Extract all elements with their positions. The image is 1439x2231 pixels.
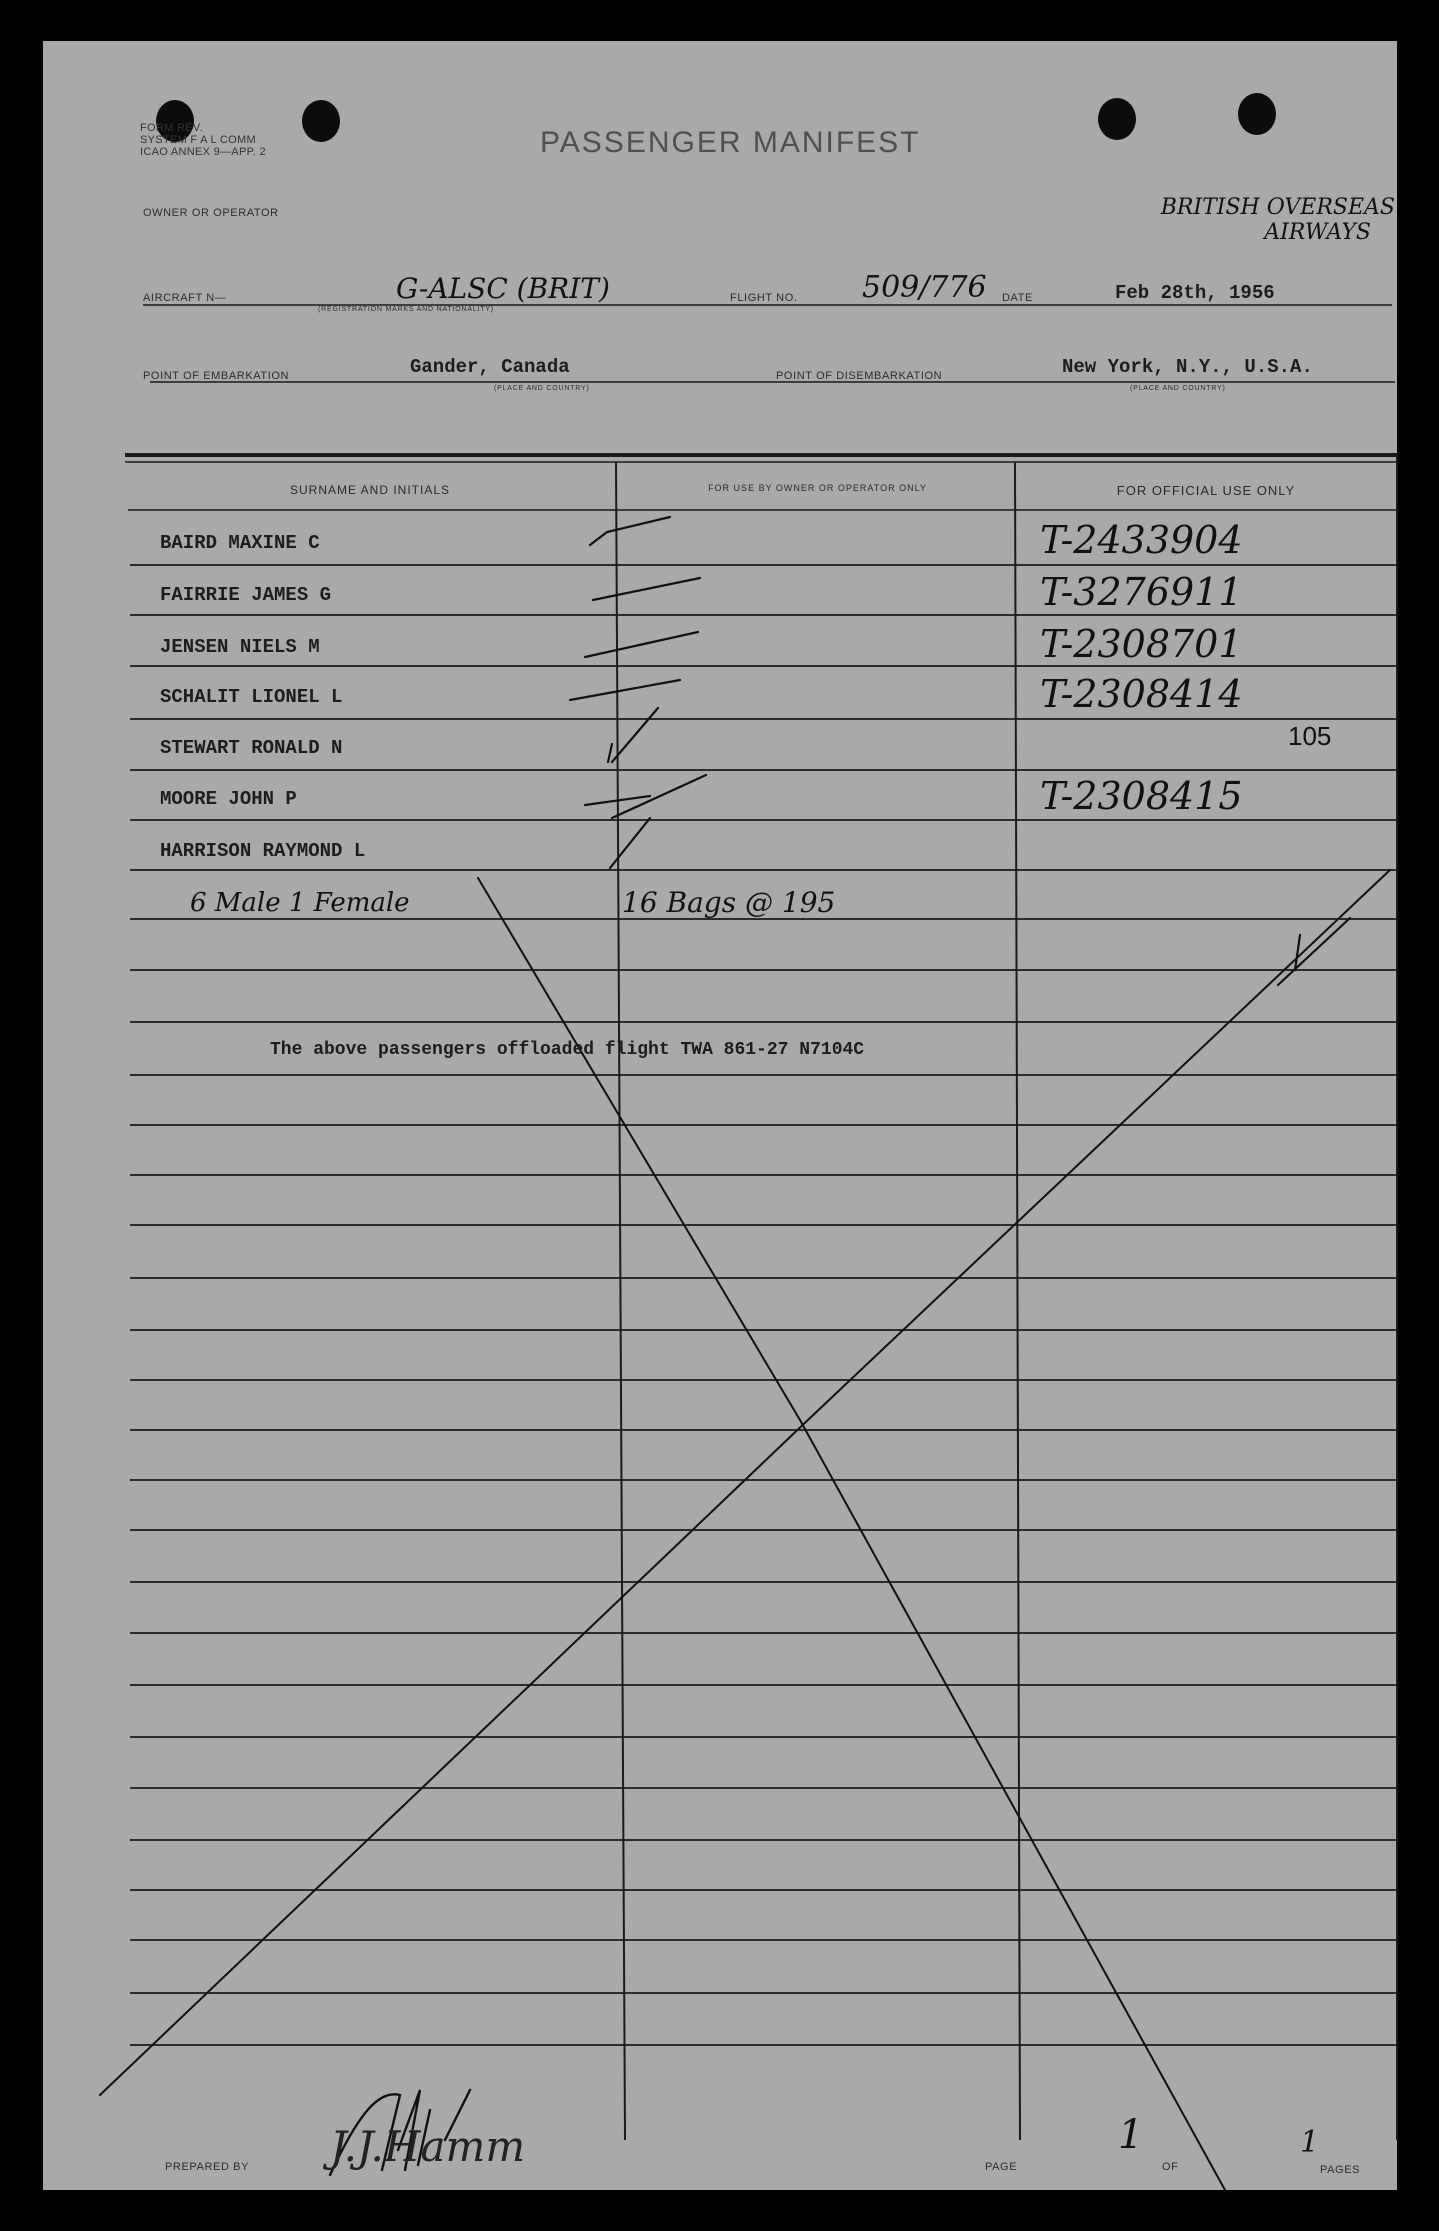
prepared-by-label: PREPARED BY bbox=[165, 2161, 250, 2173]
cancel-stroke bbox=[1278, 918, 1350, 985]
official-ticket-number: T-2308701 bbox=[1040, 622, 1243, 666]
column-header-surname: SURNAME AND INITIALS bbox=[289, 483, 451, 497]
tick-mark bbox=[585, 775, 706, 818]
owner-label: OWNER OR OPERATOR bbox=[143, 207, 279, 219]
date-label: DATE bbox=[1002, 292, 1033, 304]
passenger-name: HARRISON RAYMOND L bbox=[160, 840, 366, 862]
tick-mark bbox=[570, 680, 680, 700]
passenger-name: MOORE JOHN P bbox=[160, 788, 297, 810]
official-ticket-number: T-2433904 bbox=[1040, 518, 1243, 562]
page-label: PAGE bbox=[985, 2161, 1018, 2173]
tick-mark bbox=[585, 632, 698, 657]
official-ticket-number: 105 bbox=[1288, 721, 1332, 751]
summary-count: 6 Male 1 Female bbox=[190, 888, 410, 918]
passenger-name: JENSEN NIELS M bbox=[160, 636, 320, 658]
tick-mark bbox=[593, 578, 700, 600]
tick-mark bbox=[590, 517, 670, 545]
official-ticket-number: T-2308414 bbox=[1040, 672, 1243, 716]
tick-mark bbox=[608, 708, 658, 762]
passenger-name: STEWART RONALD N bbox=[160, 737, 343, 759]
embarkation-value: Gander, Canada bbox=[410, 356, 570, 378]
tick-mark bbox=[610, 818, 650, 868]
passenger-name: BAIRD MAXINE C bbox=[160, 532, 320, 554]
passenger-name: FAIRRIE JAMES G bbox=[160, 584, 332, 606]
official-ticket-number: T-2308415 bbox=[1040, 774, 1243, 818]
date-value: Feb 28th, 1956 bbox=[1115, 282, 1275, 304]
embarkation-sublabel: (PLACE AND COUNTRY) bbox=[494, 385, 590, 392]
signature: J.J.Hamm bbox=[330, 2122, 526, 2171]
embarkation-label: POINT OF EMBARKATION bbox=[143, 370, 290, 382]
form-reference: FORM REV. SYSTEM F A L COMM ICAO ANNEX 9—APP. 2 bbox=[140, 122, 266, 158]
page-number: 1 bbox=[1118, 2112, 1144, 2158]
summary-bags: 16 Bags @ 195 bbox=[622, 886, 836, 919]
offload-note: The above passengers offloaded flight TWA 861-27 N7104C bbox=[270, 1040, 865, 1060]
column-header-official-use: FOR OFFICIAL USE ONLY bbox=[1116, 483, 1296, 498]
passenger-name: SCHALIT LIONEL L bbox=[160, 686, 343, 708]
disembarkation-sublabel: (PLACE AND COUNTRY) bbox=[1130, 385, 1226, 392]
total-pages: 1 bbox=[1300, 2125, 1320, 2160]
owner-value: BRITISH OVERSEAS AIRWAYS bbox=[1160, 195, 1395, 245]
disembarkation-label: POINT OF DISEMBARKATION bbox=[776, 370, 943, 382]
flight-value: 509/776 bbox=[862, 270, 987, 305]
aircraft-label: AIRCRAFT N— bbox=[143, 292, 227, 304]
aircraft-value: G-ALSC (BRIT) bbox=[396, 272, 610, 305]
page-title: PASSENGER MANIFEST bbox=[540, 126, 921, 159]
column-header-owner-use: FOR USE BY OWNER OR OPERATOR ONLY bbox=[708, 483, 927, 493]
disembarkation-value: New York, N.Y., U.S.A. bbox=[1062, 356, 1313, 378]
flight-label: FLIGHT NO. bbox=[730, 292, 798, 304]
aircraft-sublabel: (REGISTRATION MARKS AND NATIONALITY) bbox=[318, 306, 494, 313]
pages-label: PAGES bbox=[1320, 2164, 1361, 2176]
of-label: OF bbox=[1162, 2161, 1179, 2173]
official-ticket-number: T-3276911 bbox=[1040, 570, 1243, 614]
